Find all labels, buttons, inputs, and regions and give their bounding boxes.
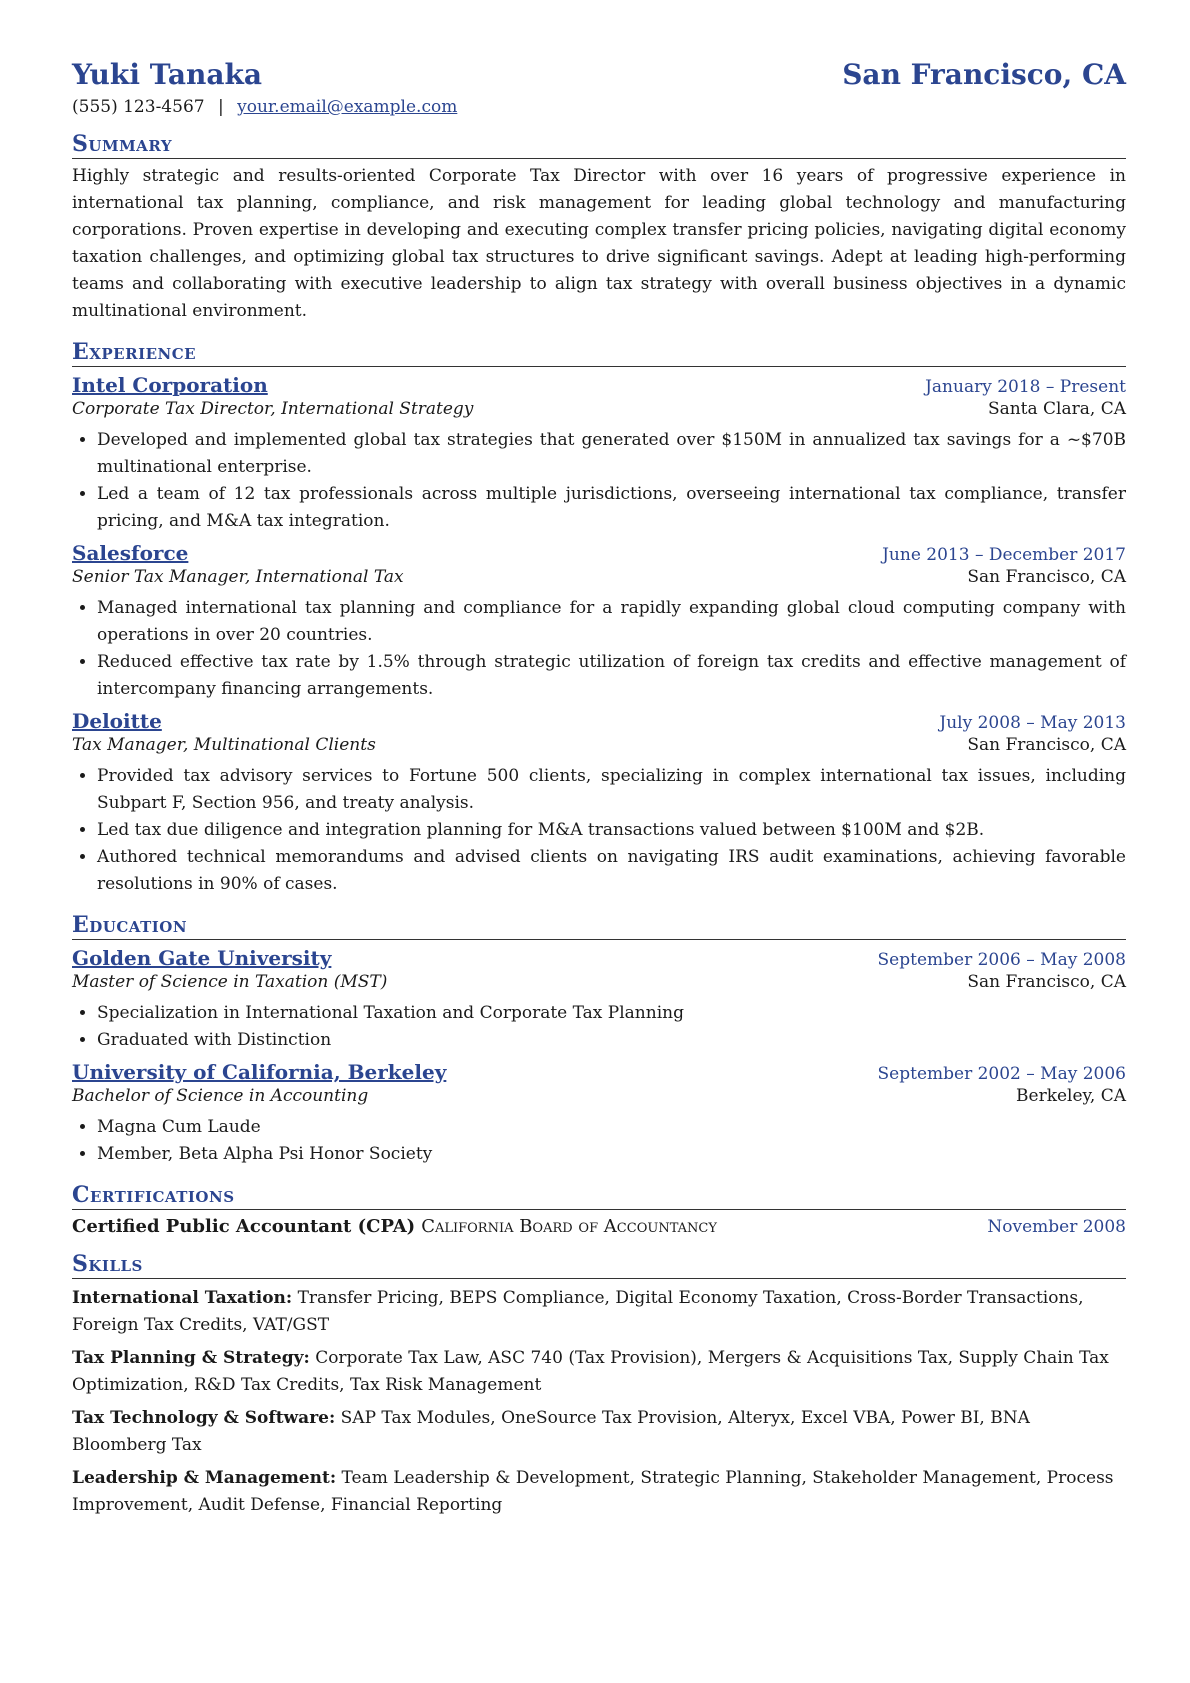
skill-category-label: Tax Technology & Software:: [72, 1408, 336, 1428]
skill-row: [72, 1285, 1126, 1339]
skill-row: [72, 1465, 1126, 1519]
education-date: September 2006 – May 2008: [877, 950, 1126, 970]
experience-role: Corporate Tax Director, International Strategy: [72, 399, 474, 419]
candidate-name: Yuki Tanaka: [72, 58, 263, 91]
experience-place: Santa Clara, CA: [987, 399, 1126, 419]
experience-bullet: • Managed international tax planning and compliance for a rapidly expanding global cloud computing company with operations in over 20 countries.: [97, 595, 1126, 649]
education-bullet: • Magna Cum Laude: [97, 1114, 1126, 1141]
education-entry-subheader: [72, 1086, 1126, 1106]
experience-org-link[interactable]: Deloitte: [72, 709, 162, 733]
experience-bullet-list: [72, 595, 1126, 703]
skill-category-label: International Taxation:: [72, 1288, 293, 1308]
education-role: Bachelor of Science in Accounting: [72, 1086, 369, 1106]
experience-place: San Francisco, CA: [967, 567, 1126, 587]
skills-list: [72, 1285, 1126, 1519]
experience-entry: [72, 373, 1126, 535]
education-place: San Francisco, CA: [967, 972, 1126, 992]
contact-separator: |: [217, 97, 224, 117]
education-bullet-list: [72, 1114, 1126, 1168]
education-date: September 2002 – May 2006: [877, 1064, 1126, 1084]
experience-bullet: • Authored technical memorandums and advised clients on navigating IRS audit examinations, achieving favorable resolutions in 90% of cases.: [97, 844, 1126, 898]
skill-category-label: Tax Planning & Strategy:: [72, 1348, 310, 1368]
experience-entry-subheader: [72, 399, 1126, 419]
skill-row: [72, 1345, 1126, 1399]
skill-row: [72, 1405, 1126, 1459]
education-list: [72, 946, 1126, 1168]
education-heading: Education: [72, 912, 1126, 940]
experience-bullet: • Developed and implemented global tax strategies that generated over $150M in annualized tax savings for a ~$70B multinational enterprise.: [97, 427, 1126, 481]
certifications-heading: Certifications: [72, 1182, 1126, 1210]
skill-list-text: Transfer Pricing, BEPS Compliance, Digital Economy Taxation, Cross-Border Transactions, Foreign Tax Credits, VAT/GST: [72, 1288, 1084, 1335]
experience-bullet-list: [72, 427, 1126, 535]
education-org-link[interactable]: University of California, Berkeley: [72, 1060, 447, 1084]
experience-role: Senior Tax Manager, International Tax: [72, 567, 404, 587]
summary-heading: Summary: [72, 131, 1126, 159]
experience-date: January 2018 – Present: [925, 377, 1126, 397]
experience-role: Tax Manager, Multinational Clients: [72, 735, 376, 755]
phone-number: (555) 123-4567: [72, 97, 205, 117]
skill-category-label: Leadership & Management:: [72, 1468, 337, 1488]
education-bullet: • Member, Beta Alpha Psi Honor Society: [97, 1141, 1126, 1168]
experience-org-link[interactable]: Salesforce: [72, 541, 189, 565]
education-entry-header: [72, 946, 1126, 970]
certification-row: [72, 1216, 1126, 1237]
experience-place: San Francisco, CA: [967, 735, 1126, 755]
education-entry: [72, 1060, 1126, 1168]
email-link[interactable]: your.email@example.com: [237, 97, 458, 117]
experience-date: June 2013 – December 2017: [882, 545, 1126, 565]
experience-bullet: • Led a team of 12 tax professionals across multiple jurisdictions, overseeing international tax compliance, transfer pricing, and M&A tax integration.: [97, 481, 1126, 535]
certification-name: Certified Public Accountant (CPA): [72, 1216, 416, 1237]
education-bullet-list: [72, 1000, 1126, 1054]
experience-bullet: • Led tax due diligence and integration planning for M&A transactions valued between $100M and $2B.: [97, 817, 1126, 844]
education-org-link[interactable]: Golden Gate University: [72, 946, 332, 970]
candidate-location: San Francisco, CA: [842, 58, 1126, 91]
summary-text: Highly strategic and results-oriented Corporate Tax Director with over 16 years of progressive experience in international tax planning, compliance, and risk management for leading global technology and manufacturing corporations. Proven expertise in developing and executing complex transfer pricing policies, navigating digital economy taxation challenges, and optimizing global tax structures to drive significant savings. Adept at leading high-performing teams and collaborating with executive leadership to align tax strategy with overall business objectives in a dynamic multinational environment.: [72, 166, 1126, 321]
certifications-list: [72, 1216, 1126, 1237]
experience-list: [72, 373, 1126, 898]
resume-page: [72, 58, 1126, 1519]
skill-list-text: SAP Tax Modules, OneSource Tax Provision, Alteryx, Excel VBA, Power BI, BNA Bloomberg Tax: [72, 1408, 1030, 1455]
experience-entry-header: [72, 373, 1126, 397]
experience-org-link[interactable]: Intel Corporation: [72, 373, 268, 397]
skills-heading: Skills: [72, 1251, 1126, 1279]
experience-entry-subheader: [72, 567, 1126, 587]
skill-list-text: Corporate Tax Law, ASC 740 (Tax Provision), Mergers & Acquisitions Tax, Supply Chain Tax Optimization, R&D Tax Credits, Tax Risk Management: [72, 1348, 1109, 1395]
experience-bullet: • Reduced effective tax rate by 1.5% through strategic utilization of foreign tax credits and effective management of intercompany financing arrangements.: [97, 649, 1126, 703]
experience-date: July 2008 – May 2013: [939, 713, 1126, 733]
experience-bullet-list: [72, 763, 1126, 898]
education-bullet: • Specialization in International Taxation and Corporate Tax Planning: [97, 1000, 1126, 1027]
experience-entry: [72, 709, 1126, 898]
experience-bullet: • Provided tax advisory services to Fortune 500 clients, specializing in complex international tax issues, including Subpart F, Section 956, and treaty analysis.: [97, 763, 1126, 817]
contact-line: [72, 97, 1126, 117]
education-place: Berkeley, CA: [1016, 1086, 1126, 1106]
experience-entry-header: [72, 709, 1126, 733]
skill-list-text: Team Leadership & Development, Strategic Planning, Stakeholder Management, Process Improvement, Audit Defense, Financial Reporting: [72, 1468, 1114, 1515]
experience-entry-header: [72, 541, 1126, 565]
education-entry-subheader: [72, 972, 1126, 992]
experience-entry-subheader: [72, 735, 1126, 755]
certification-issuer: California Board of Accountancy: [421, 1216, 717, 1237]
experience-entry: [72, 541, 1126, 703]
education-entry-header: [72, 1060, 1126, 1084]
experience-heading: Experience: [72, 339, 1126, 367]
certification-date: November 2008: [987, 1217, 1126, 1237]
education-bullet: • Graduated with Distinction: [97, 1027, 1126, 1054]
resume-header: [72, 58, 1126, 91]
education-entry: [72, 946, 1126, 1054]
education-role: Master of Science in Taxation (MST): [72, 972, 388, 992]
certification-title-group: [72, 1216, 717, 1237]
